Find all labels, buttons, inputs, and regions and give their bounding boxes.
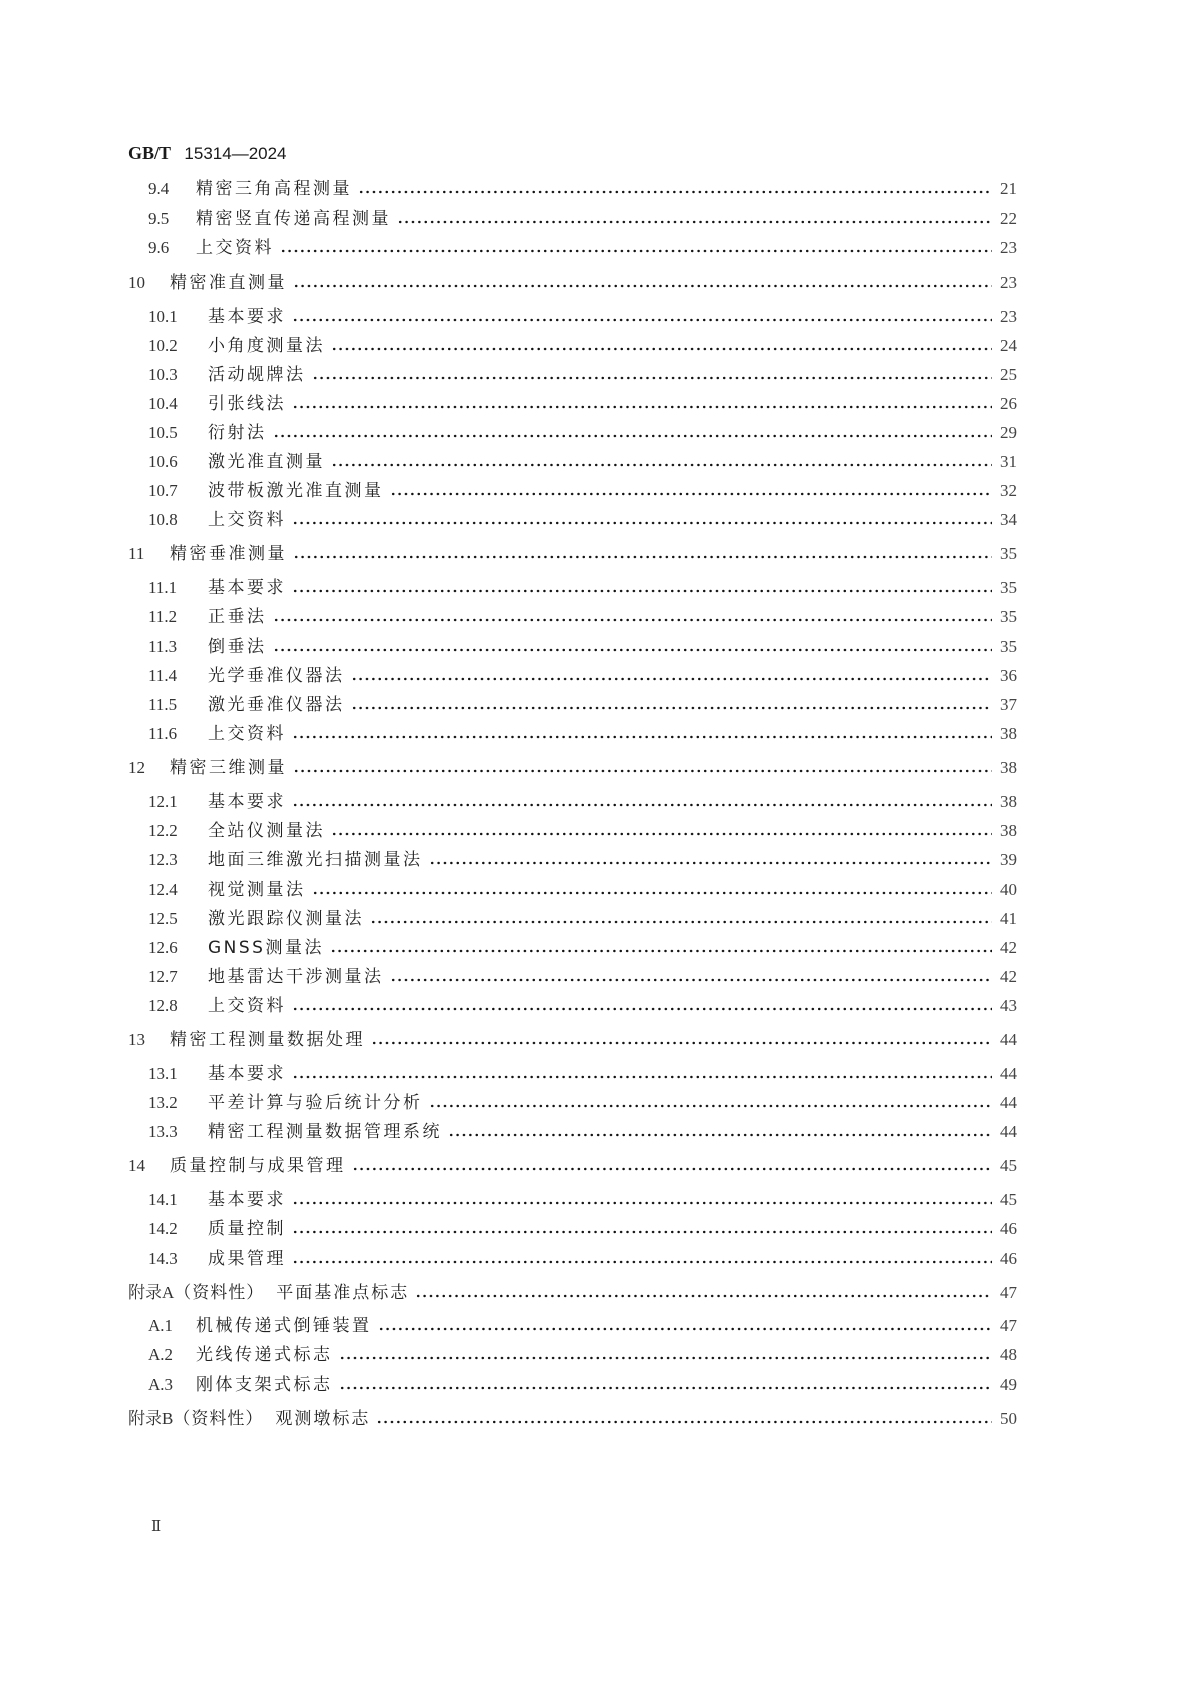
toc-section-entry[interactable] [148,841,1191,870]
toc-entry-number: 12.7 [148,967,178,986]
toc-entry-title: 基本要求 [208,307,286,327]
toc-entry-page: 39 [1000,850,1017,869]
toc-entry-title: 地基雷达干涉测量法 [208,967,384,987]
toc-entry-title: 精密工程测量数据处理 [170,1030,365,1050]
toc-entry-title: 精密三维测量 [170,758,287,778]
dot-leader [339,1372,993,1396]
toc-section-entry[interactable] [148,414,1191,443]
toc-entry-title: 刚体支架式标志 [196,1375,333,1395]
toc-entry-number: 13.1 [148,1064,178,1083]
toc-entry-page: 37 [1000,695,1017,714]
toc-entry-page: 25 [1000,365,1017,384]
toc-entry-title: 质量控制 [208,1219,286,1239]
toc-entry-page: 38 [1000,792,1017,811]
toc-entry-title: 地面三维激光扫描测量法 [208,850,423,870]
toc-entry-title: 机械传递式倒锤装置 [196,1316,372,1336]
dot-leader [358,176,992,200]
toc-entry-title: 成果管理 [208,1249,286,1269]
dot-leader [280,235,992,259]
toc-section-entry[interactable] [148,987,1191,1016]
toc-entry-number: 12.3 [148,850,178,869]
toc-section-entry[interactable] [148,501,1191,530]
toc-entry-page: 44 [1000,1030,1017,1049]
toc-entry-page: 23 [1000,307,1017,326]
toc-entry-page: 22 [1000,209,1017,228]
toc-section-entry[interactable] [148,200,1191,229]
toc-entry-title: 衍射法 [208,423,267,443]
dot-leader [292,721,992,745]
dot-leader [273,604,993,628]
toc-entry-title: 观测墩标志 [275,1409,371,1429]
toc-chapter-entry[interactable] [128,1147,1191,1176]
toc-entry-title: 全站仪测量法 [208,821,325,841]
toc-entry-title: 平差计算与验后统计分析 [208,1093,423,1113]
dot-leader [292,1216,992,1240]
toc-entry-title: 上交资料 [208,724,286,744]
toc-entry-number: 12.8 [148,996,178,1015]
toc-entry-title: 上交资料 [208,996,286,1016]
toc-section-entry[interactable] [148,1113,1191,1142]
toc-entry-page: 35 [1000,637,1017,656]
dot-leader [351,692,993,716]
dot-leader [312,362,993,386]
toc-section-entry[interactable] [148,1181,1191,1210]
toc-entry-page: 41 [1000,909,1017,928]
toc-entry-number: 12.2 [148,821,178,840]
toc-entry-number: 14.1 [148,1190,178,1209]
page-number: Ⅱ [151,1519,162,1535]
toc-entry-page: 42 [1000,967,1017,986]
toc-entry-title: 基本要求 [208,578,286,598]
toc-entry-number: 12.4 [148,880,178,899]
toc-entry-number: 11.3 [148,637,178,656]
toc-section-entry[interactable] [148,929,1191,958]
dot-leader [370,906,992,930]
toc-entry-title: 正垂法 [208,607,267,627]
toc-section-entry[interactable] [148,569,1191,598]
toc-entry-number: A.2 [148,1345,174,1364]
toc-section-entry[interactable] [148,657,1191,686]
toc-entry-title: 平面基准点标志 [276,1283,410,1303]
dot-leader [292,1187,992,1211]
toc-entry-page: 45 [1000,1190,1017,1209]
toc-entry-page: 44 [1000,1064,1017,1083]
toc-entry-title: 上交资料 [208,510,286,530]
toc-entry-number: 14 [128,1156,145,1175]
toc-entry-number: 14.3 [148,1249,178,1268]
toc-section-entry[interactable] [148,1084,1191,1113]
toc-section-entry[interactable] [148,715,1191,744]
toc-entry-page: 35 [1000,578,1017,597]
dot-leader [292,1061,992,1085]
dot-leader [378,1313,993,1337]
dot-leader [330,935,992,959]
toc-entry-number: 附录B [128,1409,174,1428]
dot-leader [397,206,992,230]
toc-entry-page: 44 [1000,1093,1017,1112]
toc-entry-page: 36 [1000,666,1017,685]
toc-entry-number: 11.4 [148,666,178,685]
toc-entry-title: 精密三角高程测量 [196,179,352,199]
dot-leader [293,755,992,779]
toc-section-entry[interactable] [148,686,1191,715]
toc-entry-page: 35 [1000,607,1017,626]
dot-leader [273,420,993,444]
toc-entry-title: 视觉测量法 [208,880,306,900]
toc-entry-title: GNSS测量法 [208,938,324,958]
toc-entry-title: 光线传递式标志 [196,1345,333,1365]
toc-entry-page: 46 [1000,1249,1017,1268]
toc-entry-number: 附录A [128,1283,175,1302]
dot-leader [292,304,992,328]
toc-entry-page: 43 [1000,996,1017,1015]
dot-leader [376,1406,992,1430]
toc-section-entry[interactable] [148,628,1191,657]
toc-entry-number: 10.5 [148,423,178,442]
toc-entry-number: 11.1 [148,578,178,597]
toc-entry-number: 12 [128,758,145,777]
toc-entry-number: 10.7 [148,481,178,500]
toc-section-entry[interactable] [148,783,1191,812]
toc-entry-title: 活动觇牌法 [208,365,306,385]
toc-entry-number: 13 [128,1030,145,1049]
toc-section-entry[interactable] [148,1366,1191,1395]
dot-leader [448,1119,992,1143]
toc-section-entry[interactable] [148,170,1191,199]
toc-entry-page: 47 [1000,1316,1017,1335]
dot-leader [415,1280,992,1304]
toc-entry-page: 21 [1000,179,1017,198]
toc-entry-title: 精密准直测量 [170,273,287,293]
toc-entry-page: 34 [1000,510,1017,529]
toc-entry-number: 9.4 [148,179,170,198]
toc-entry-page: 29 [1000,423,1017,442]
toc-entry-number: A.1 [148,1316,174,1335]
toc-entry-title: 小角度测量法 [208,336,325,356]
toc-entry-page: 38 [1000,758,1017,777]
dot-leader [312,877,993,901]
dot-leader [331,449,992,473]
toc-entry-page: 49 [1000,1375,1017,1394]
toc-entry-title: 光学垂准仪器法 [208,666,345,686]
toc-entry-number: 10.4 [148,394,178,413]
toc-section-entry[interactable] [148,812,1191,841]
toc-section-entry[interactable] [148,900,1191,929]
dot-leader [292,1246,992,1270]
toc-entry-number: 10.8 [148,510,178,529]
toc-section-entry[interactable] [148,385,1191,414]
toc-entry-number: 9.5 [148,209,170,228]
dot-leader [292,993,992,1017]
dot-leader [390,478,993,502]
toc-entry-page: 38 [1000,821,1017,840]
toc-section-entry[interactable] [148,327,1191,356]
standard-number: 15314—2024 [184,144,287,163]
toc-entry-title: 激光准直测量 [208,452,325,472]
toc-chapter-entry[interactable] [128,1400,1191,1429]
toc-entry-number: 10.3 [148,365,178,384]
toc-section-entry[interactable] [148,1055,1191,1084]
toc-entry-title: 波带板激光准直测量 [208,481,384,501]
toc-entry-number: 12.6 [148,938,178,957]
toc-entry-title: 激光跟踪仪测量法 [208,909,364,929]
toc-entry-page: 38 [1000,724,1017,743]
toc-section-entry[interactable] [148,1240,1191,1269]
toc-entry-page: 40 [1000,880,1017,899]
toc-section-entry[interactable] [148,298,1191,327]
toc-chapter-entry[interactable] [128,1021,1191,1050]
toc-entry-number: 9.6 [148,238,170,257]
toc-entry-number: 13.2 [148,1093,178,1112]
toc-entry-page: 42 [1000,938,1017,957]
toc-entry-number: 12.5 [148,909,178,928]
toc-entry-title: 引张线法 [208,394,286,414]
dot-leader [351,663,993,687]
toc-entry-page: 48 [1000,1345,1017,1364]
toc-entry-number: 11 [128,544,145,563]
dot-leader [292,575,992,599]
dot-leader [339,1342,993,1366]
toc-entry-title: 质量控制与成果管理 [170,1156,346,1176]
toc-entry-number: 14.2 [148,1219,178,1238]
toc-entry-title: 精密工程测量数据管理系统 [208,1122,442,1142]
toc-section-entry[interactable] [148,1307,1191,1336]
toc-section-entry[interactable] [148,356,1191,385]
toc-entry-number: 12.1 [148,792,178,811]
toc-entry-title: 精密竖直传递高程测量 [196,209,391,229]
toc-section-entry[interactable] [148,443,1191,472]
toc-entry-page: 45 [1000,1156,1017,1175]
toc-entry-page: 31 [1000,452,1017,471]
toc-section-entry[interactable] [148,871,1191,900]
toc-section-entry[interactable] [148,472,1191,501]
toc-entry-title: 基本要求 [208,792,286,812]
toc-chapter-entry[interactable] [128,749,1191,778]
dot-leader [371,1027,992,1051]
dot-leader [390,964,993,988]
toc-chapter-entry[interactable] [128,535,1191,564]
toc-entry-title: 倒垂法 [208,637,267,657]
dot-leader [429,1090,993,1114]
dot-leader [293,541,992,565]
dot-leader [293,270,992,294]
toc-entry-title: 基本要求 [208,1190,286,1210]
toc-entry-page: 24 [1000,336,1017,355]
toc-section-entry[interactable] [148,1336,1191,1365]
standard-code: GB/T [128,143,172,163]
toc-entry-page: 46 [1000,1219,1017,1238]
toc-entry-number: 10.1 [148,307,178,326]
toc-section-entry[interactable] [148,958,1191,987]
dot-leader [331,818,992,842]
toc-section-entry[interactable] [148,598,1191,627]
dot-leader [429,847,993,871]
toc-entry-page: 26 [1000,394,1017,413]
toc-entry-number: A.3 [148,1375,174,1394]
toc-entry-page: 50 [1000,1409,1017,1428]
toc-appendix-type: （资料性） [173,1409,264,1429]
toc-entry-title: 上交资料 [196,238,274,258]
toc-entry-title: 基本要求 [208,1064,286,1084]
dot-leader [331,333,992,357]
toc-entry-page: 32 [1000,481,1017,500]
toc-entry-number: 13.3 [148,1122,178,1141]
toc-entry-page: 23 [1000,238,1017,257]
toc-entry-page: 35 [1000,544,1017,563]
toc-entry-title: 激光垂准仪器法 [208,695,345,715]
dot-leader [292,789,992,813]
toc-entry-number: 10 [128,273,145,292]
dot-leader [352,1153,993,1177]
toc-chapter-entry[interactable] [128,264,1191,293]
toc-chapter-entry[interactable] [128,1274,1191,1303]
toc-entry-number: 11.6 [148,724,178,743]
toc-entry-number: 10.6 [148,452,178,471]
toc-entry-page: 44 [1000,1122,1017,1141]
toc-entry-number: 11.2 [148,607,178,626]
toc-entry-number: 10.2 [148,336,178,355]
toc-entry-number: 11.5 [148,695,178,714]
dot-leader [292,507,992,531]
toc-entry-page: 47 [1000,1283,1017,1302]
dot-leader [292,391,992,415]
toc-entry-page: 23 [1000,273,1017,292]
toc-section-entry[interactable] [148,1210,1191,1239]
toc-entry-title: 精密垂准测量 [170,544,287,564]
toc-section-entry[interactable] [148,229,1191,258]
toc-appendix-type: （资料性） [174,1283,265,1303]
dot-leader [273,634,993,658]
